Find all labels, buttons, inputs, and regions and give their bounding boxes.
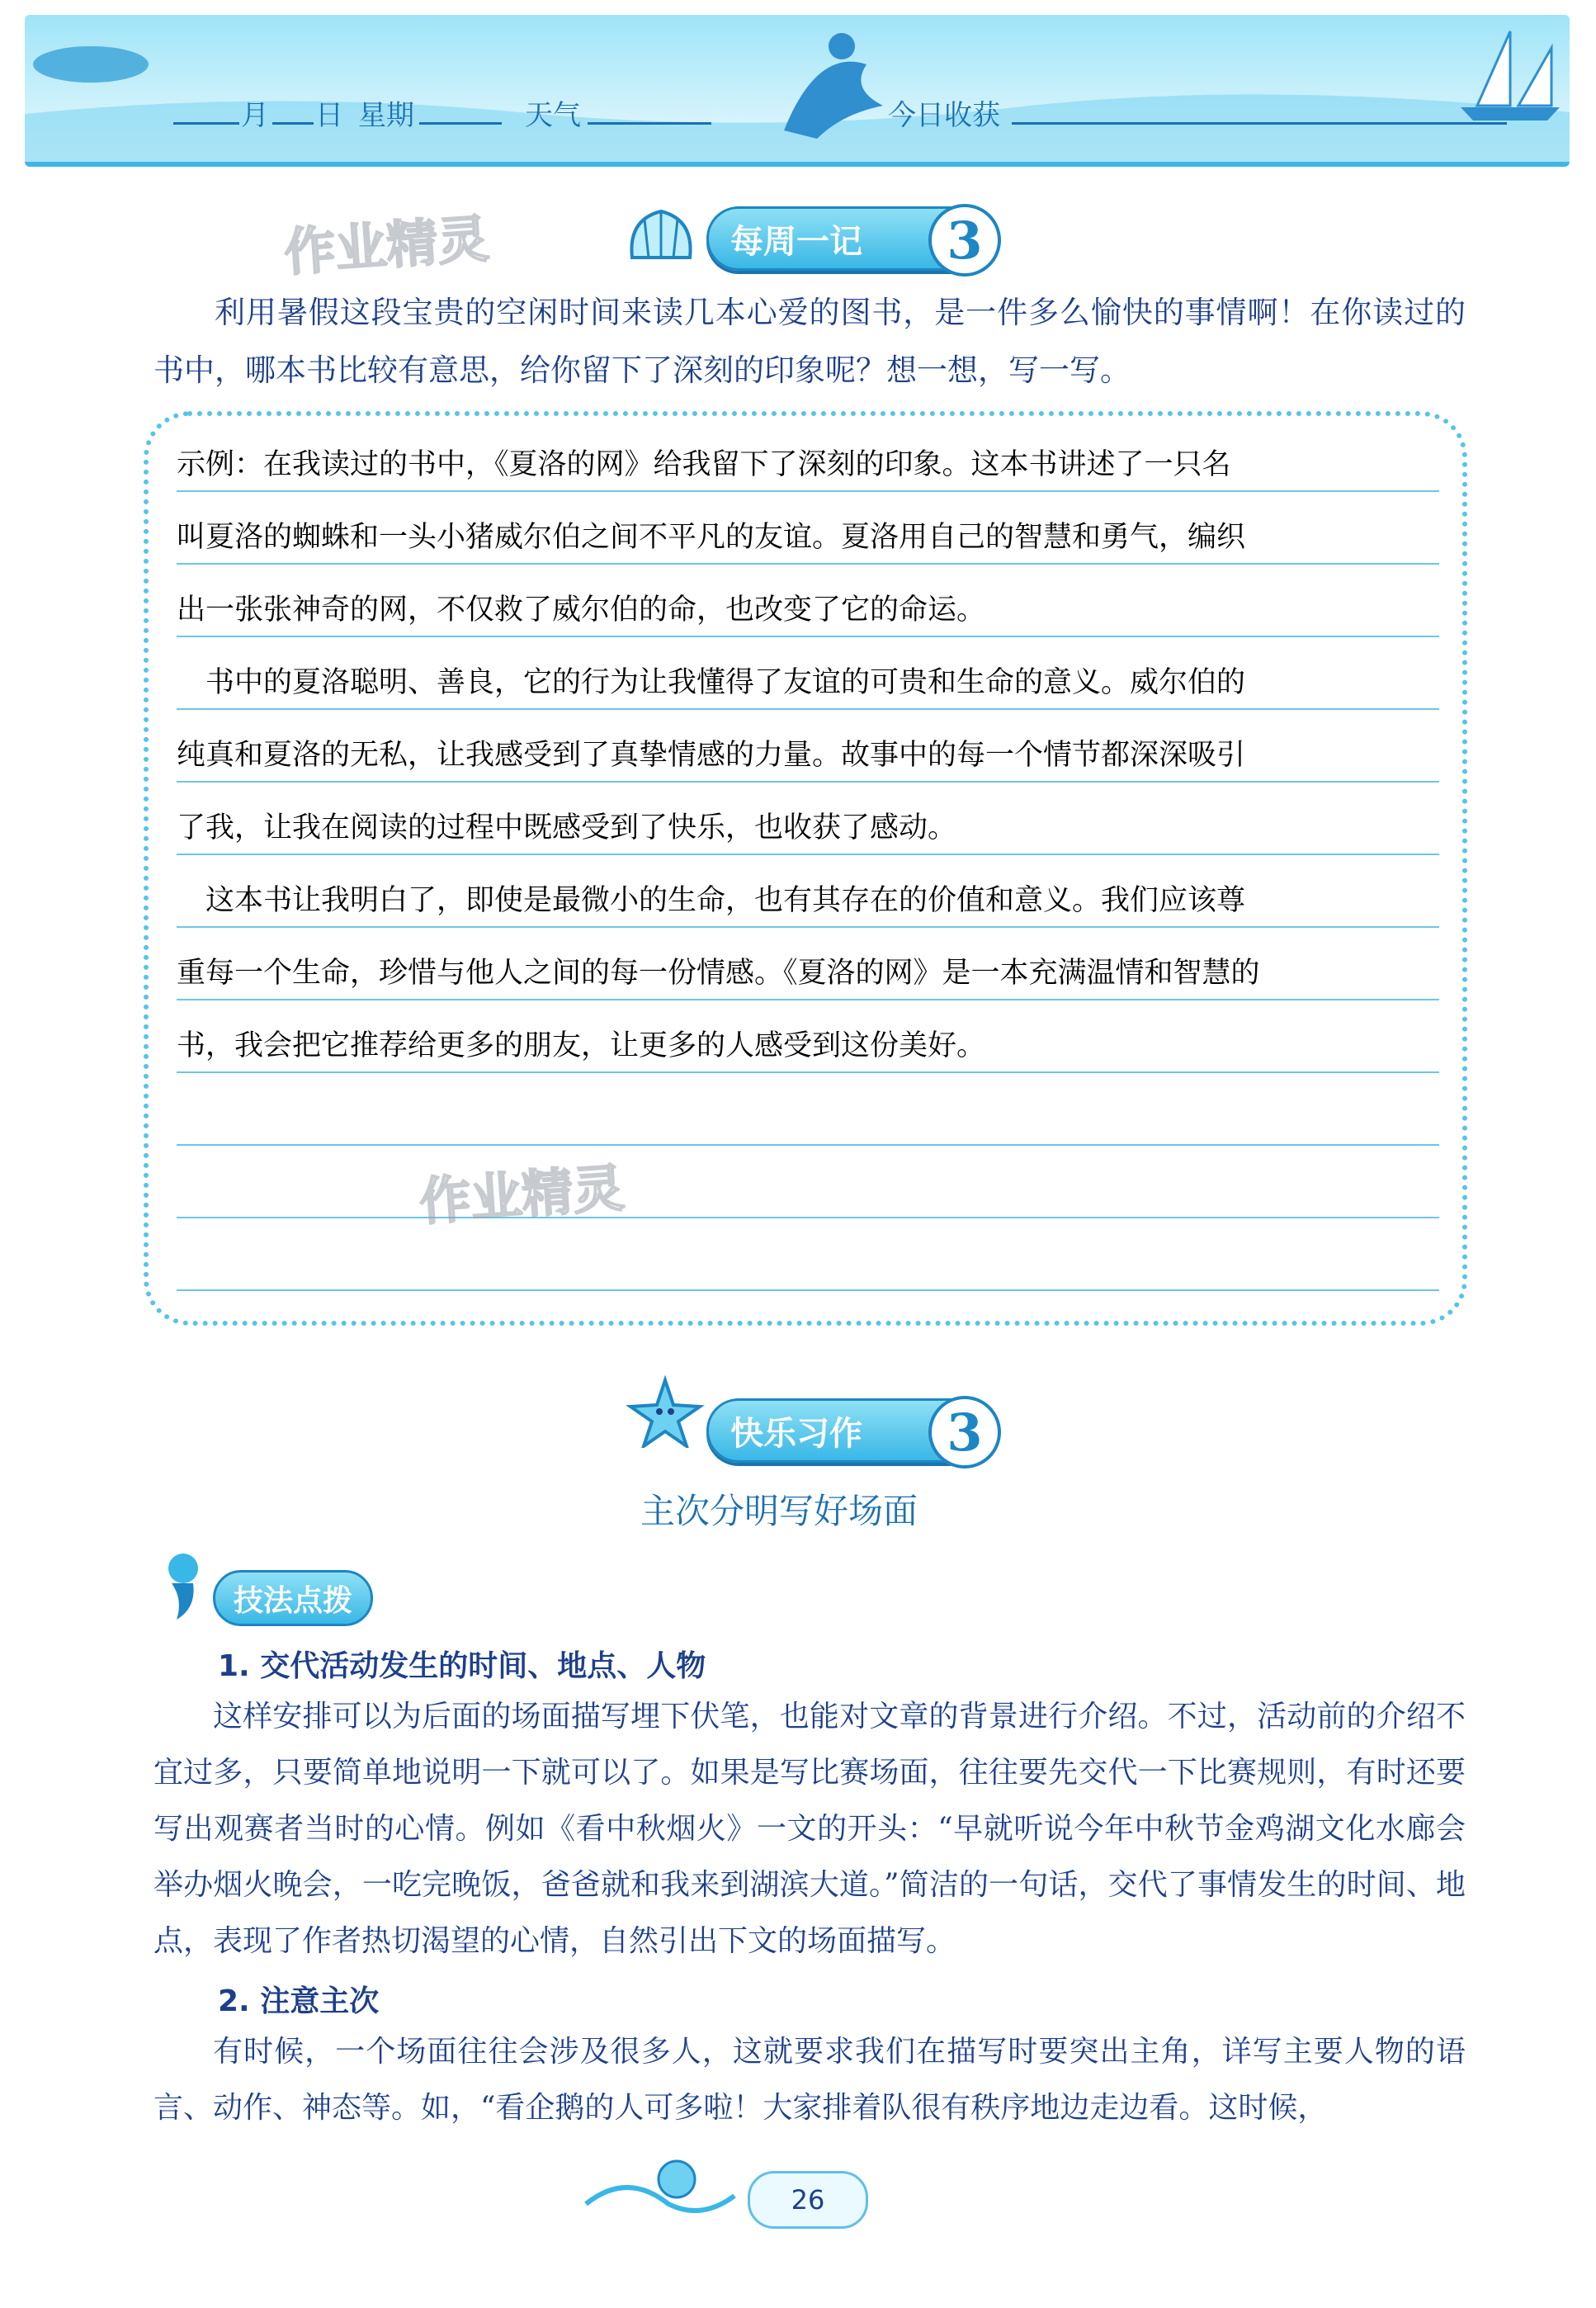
point1-title: 1. 交代活动发生的时间、地点、人物 <box>218 1649 706 1683</box>
weather-blank <box>588 122 711 125</box>
answer-line: 了我，让我在阅读的过程中既感受到了快乐，也收获了感动。 <box>177 811 957 844</box>
answer-line: 这本书让我明白了，即使是最微小的生命，也有其存在的价值和意义。我们应该尊 <box>177 884 1246 917</box>
ruled-line <box>177 708 1439 710</box>
day-blank <box>272 122 314 125</box>
ocean-scene-illustration <box>25 15 1570 162</box>
day-label: 日 <box>315 99 343 132</box>
tips-badge: 技法点拨 <box>213 1570 373 1626</box>
answer-line: 书中的夏洛聪明、善良，它的行为让我懂得了友谊的可贵和生命的意义。威尔伯的 <box>177 666 1246 699</box>
weekly-title: 每周一记 <box>730 222 862 261</box>
composition-title-badge <box>706 1398 989 1463</box>
week-label: 星期 <box>358 99 414 132</box>
harvest-label: 今日收获 <box>888 99 1000 132</box>
ruled-line <box>177 1071 1439 1073</box>
ruled-line <box>177 1144 1439 1146</box>
harvest-blank <box>1012 122 1507 125</box>
composition-subtitle: 主次分明写好场面 <box>640 1491 918 1531</box>
ruled-line <box>177 999 1439 1000</box>
ruled-line <box>177 1289 1439 1291</box>
sea-creatures-decoration <box>578 2154 743 2229</box>
mermaid-icon <box>155 1550 213 1621</box>
month-blank <box>173 122 239 125</box>
watermark: 作业精灵 <box>282 208 491 283</box>
answer-line: 出一张张神奇的网，不仅救了威尔伯的命，也改变了它的命运。 <box>177 594 986 627</box>
answer-line: 示例：在我读过的书中，《夏洛的网》给我留下了深刻的印象。这本书讲述了一只名 <box>177 448 1231 481</box>
month-label: 月 <box>241 99 269 132</box>
point2-text: 有时候，一个场面往往会涉及很多人，这就要求我们在描写时要突出主角，详写主要人物的语言、动作、神态等。如，“看企鹅的人可多啦！大家排着队很有秩序地边走边看。这时候， <box>153 2035 1466 2125</box>
ruled-line <box>177 490 1439 492</box>
answer-line: 书，我会把它推荐给更多的朋友，让更多的人感受到这份美好。 <box>177 1029 986 1062</box>
answer-line: 叫夏洛的蜘蛛和一头小猪威尔伯之间不平凡的友谊。夏洛用自己的智慧和勇气，编织 <box>177 521 1246 554</box>
weather-label: 天气 <box>525 99 581 132</box>
shell-icon <box>624 203 698 266</box>
week-blank <box>419 122 502 125</box>
point2-title: 2. 注意主次 <box>218 1984 380 2018</box>
weekly-prompt: 利用暑假这段宝贵的空闲时间来读几本心爱的图书，是一件多么愉快的事情啊！在你读过的书中，哪本书比较有意思，给你留下了深刻的印象呢？想一想，写一写。 <box>153 295 1466 388</box>
header-banner <box>25 15 1570 167</box>
page-number: 26 <box>748 2171 868 2229</box>
ruled-line <box>177 563 1439 565</box>
starfish-icon <box>624 1374 706 1448</box>
weekly-title-badge <box>706 206 989 271</box>
watermark: 作业精灵 <box>418 1157 626 1232</box>
ruled-line <box>177 926 1439 928</box>
weekly-number: 3 <box>928 204 1001 277</box>
composition-number: 3 <box>928 1396 1001 1469</box>
ruled-line <box>177 636 1439 637</box>
composition-title: 快乐习作 <box>730 1414 862 1453</box>
ruled-line <box>177 854 1439 855</box>
ruled-line <box>177 781 1439 783</box>
answer-line: 纯真和夏洛的无私，让我感受到了真挚情感的力量。故事中的每一个情节都深深吸引 <box>177 739 1246 772</box>
point1-text: 这样安排可以为后面的场面描写埋下伏笔，也能对文章的背景进行介绍。不过，活动前的介绍不宜过多，只要简单地说明一下就可以了。如果是写比赛场面，往往要先交代一下比赛规则，有时还要写出观赛者当时的心情。例如《看中秋烟火》一文的开头：“早就听说今年中秋节金鸡湖文化水廊会举办烟火晚会，一吃完晚饭，爸爸就和我来到湖滨大道。”简洁的一句话，交代了事情发生的时间、地点，表现了作者热切渴望的心情，自然引出下文的场面描写。 <box>153 1700 1466 1958</box>
ruled-line <box>177 1217 1439 1218</box>
answer-line: 重每一个生命，珍惜与他人之间的每一份情感。《夏洛的网》是一本充满温情和智慧的 <box>177 957 1260 990</box>
